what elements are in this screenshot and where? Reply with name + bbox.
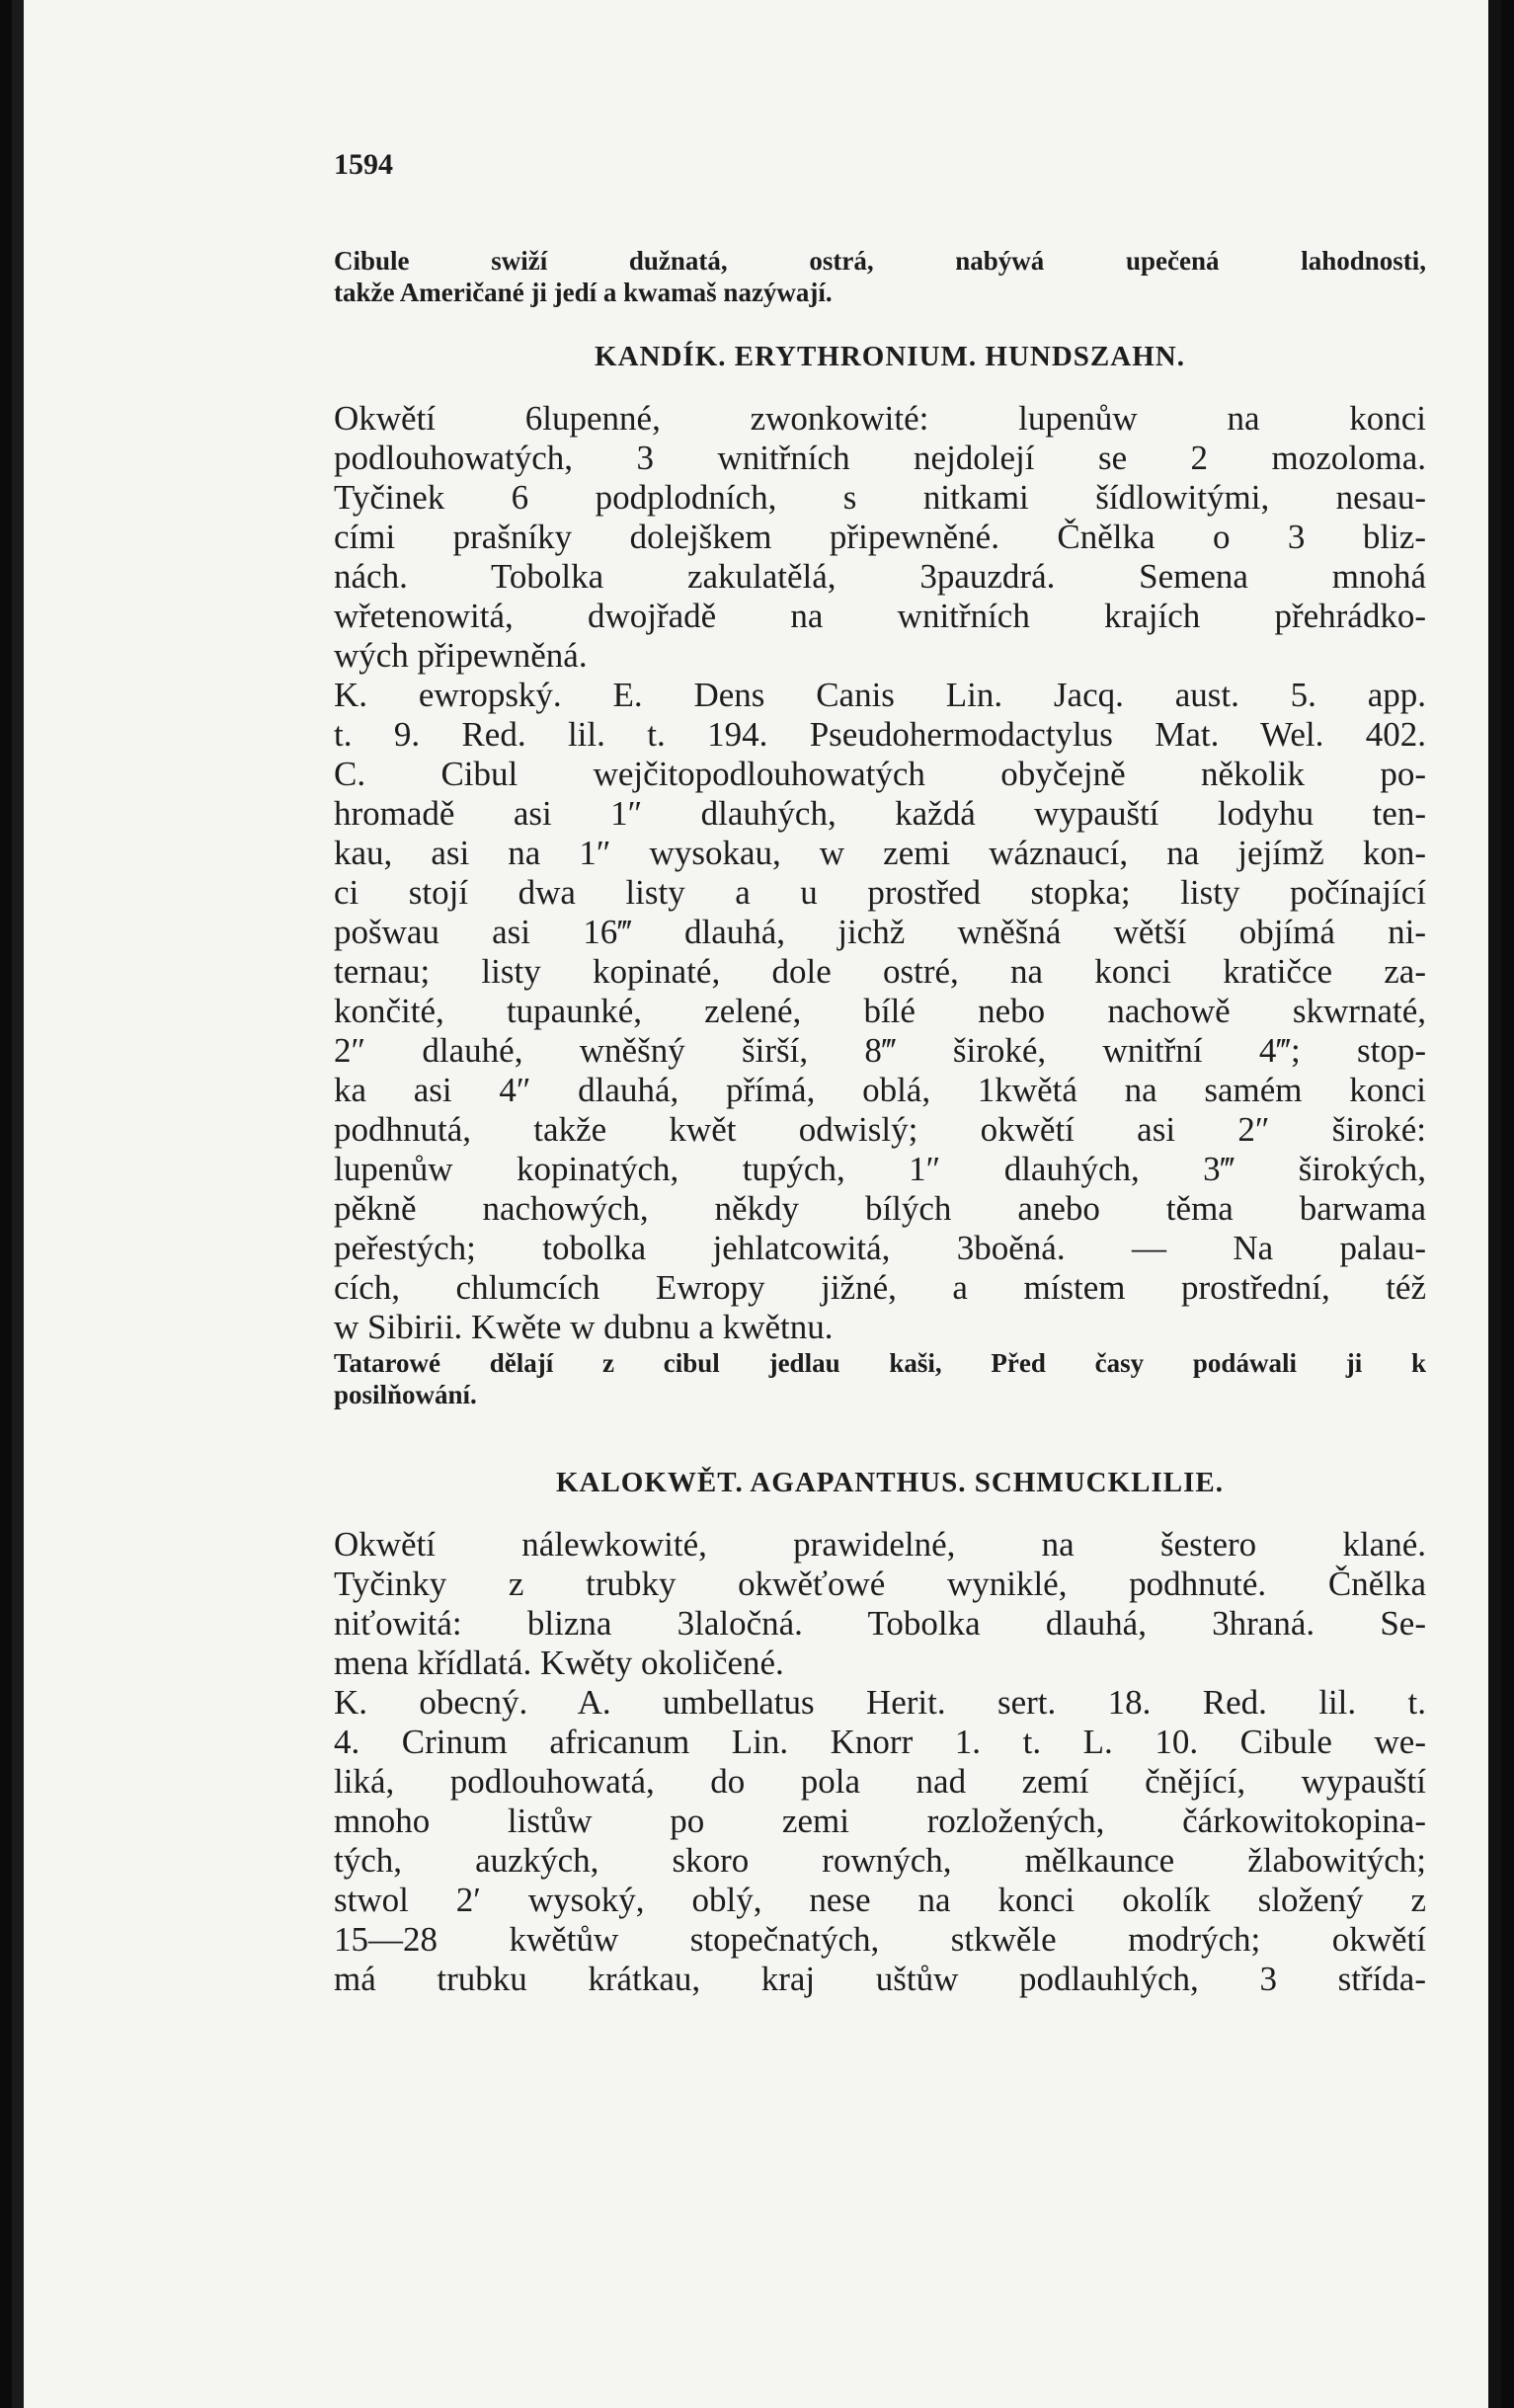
- text-line: pěkně nachowých, někdy bílých anebo těma barwama: [334, 1189, 1426, 1228]
- text-line: wřetenowitá, dwojřadě na wnitřních krajích přehrádko-: [334, 597, 1426, 635]
- section-body-kalokwet: [334, 1525, 1426, 1999]
- text-line: ci stojí dwa listy a u prostřed stopka; listy počínající: [334, 873, 1426, 912]
- section-note-kandik: [334, 1347, 1426, 1410]
- page-content: [334, 148, 1426, 1999]
- text-line: má trubku krátkau, kraj uštůw podlauhlých, 3 střída-: [334, 1960, 1426, 1998]
- text-line: 2″ dlauhé, wněšný širší, 8‴ široké, wnitřní 4‴; stop-: [334, 1031, 1426, 1070]
- intro-paragraph: [334, 245, 1426, 308]
- text-line: ternau; listy kopinaté, dole ostré, na konci kratičce za-: [334, 952, 1426, 991]
- text-line: pošwau asi 16‴ dlauhá, jichž wněšná wětší objímá ni-: [334, 913, 1426, 951]
- text-line: niťowitá: blizna 3laločná. Tobolka dlauhá, 3hraná. Se-: [334, 1604, 1426, 1643]
- page-left-edge: [12, 0, 24, 2408]
- intro-line: Cibule swiží dužnatá, ostrá, nabýwá upečená lahodnosti,: [334, 246, 1426, 276]
- text-line: K. ewropský. E. Dens Canis Lin. Jacq. aust. 5. app.: [334, 676, 1426, 714]
- text-line: mnoho listůw po zemi rozložených, čárkowitokopina-: [334, 1802, 1426, 1840]
- section-body-kandik: [334, 399, 1426, 1347]
- section-heading-kandik: KANDÍK. ERYTHRONIUM. HUNDSZAHN.: [595, 341, 1185, 372]
- note-line: Tatarowé dělají z cibul jedlau kaši, Před časy podáwali ji k: [334, 1348, 1426, 1378]
- text-line: cími prašníky dolejškem připewněné. Čnělka o 3 bliz-: [334, 518, 1426, 556]
- text-line: tých, auzkých, skoro rowných, mělkaunce žlabowitých;: [334, 1841, 1426, 1880]
- text-line: lupenůw kopinatých, tupých, 1″ dlauhých, 3‴ širokých,: [334, 1150, 1426, 1188]
- text-line: cích, chlumcích Ewropy jižné, a místem prostřední, též: [334, 1268, 1426, 1307]
- text-line: 15—28 kwětůw stopečnatých, stkwěle modrých; okwětí: [334, 1920, 1426, 1959]
- intro-line: takže Američané ji jedí a kwamaš nazýwají.: [334, 278, 833, 307]
- text-line: podlouhowatých, 3 wnitřních nejdolejí se 2 mozoloma.: [334, 439, 1426, 477]
- text-line: nách. Tobolka zakulatělá, 3pauzdrá. Semena mnohá: [334, 557, 1426, 596]
- text-line: hromadě asi 1″ dlauhých, každá wypauští lodyhu ten-: [334, 794, 1426, 833]
- book-page: [12, 0, 1501, 2408]
- page-right-edge: [1488, 0, 1501, 2408]
- text-line: Tyčinky z trubky okwěťowé wyniklé, podhnuté. Čnělka: [334, 1565, 1426, 1603]
- text-line: wých připewněná.: [334, 636, 588, 675]
- text-line: 4. Crinum africanum Lin. Knorr 1. t. L. 10. Cibule we-: [334, 1723, 1426, 1761]
- text-line: C. Cibul wejčitopodlouhowatých obyčejně několik po-: [334, 755, 1426, 793]
- text-line: ka asi 4″ dlauhá, přímá, oblá, 1kwětá na samém konci: [334, 1071, 1426, 1109]
- text-line: kau, asi na 1″ wysokau, w zemi wáznaucí, na jejímž kon-: [334, 834, 1426, 872]
- text-line: K. obecný. A. umbellatus Herit. sert. 18. Red. lil. t.: [334, 1683, 1426, 1722]
- text-line: Okwětí nálewkowité, prawidelné, na šestero klané.: [334, 1525, 1426, 1564]
- text-line: stwol 2′ wysoký, oblý, nese na konci okolík složený z: [334, 1881, 1426, 1919]
- text-line: liká, podlouhowatá, do pola nad zemí čnějící, wypauští: [334, 1762, 1426, 1801]
- text-line: končité, tupaunké, zelené, bílé nebo nachowě skwrnaté,: [334, 992, 1426, 1030]
- section-heading-kalokwet: KALOKWĚT. AGAPANTHUS. SCHMUCKLILIE.: [555, 1467, 1225, 1498]
- text-line: Okwětí 6lupenné, zwonkowité: lupenůw na konci: [334, 399, 1426, 438]
- note-line: posilňowání.: [334, 1380, 477, 1409]
- text-line: Tyčinek 6 podplodních, s nitkami šídlowitými, nesau-: [334, 478, 1426, 517]
- text-line: peřestých; tobolka jehlatcowitá, 3boěná. — Na palau-: [334, 1229, 1426, 1267]
- text-line: w Sibirii. Kwěte w dubnu a kwětnu.: [334, 1308, 834, 1346]
- text-line: podhnutá, takže kwět odwislý; okwětí asi 2″ široké:: [334, 1110, 1426, 1149]
- text-line: mena křídlatá. Kwěty okoličené.: [334, 1644, 784, 1682]
- page-number: 1594: [334, 148, 393, 181]
- text-line: t. 9. Red. lil. t. 194. Pseudohermodactylus Mat. Wel. 402.: [334, 715, 1426, 754]
